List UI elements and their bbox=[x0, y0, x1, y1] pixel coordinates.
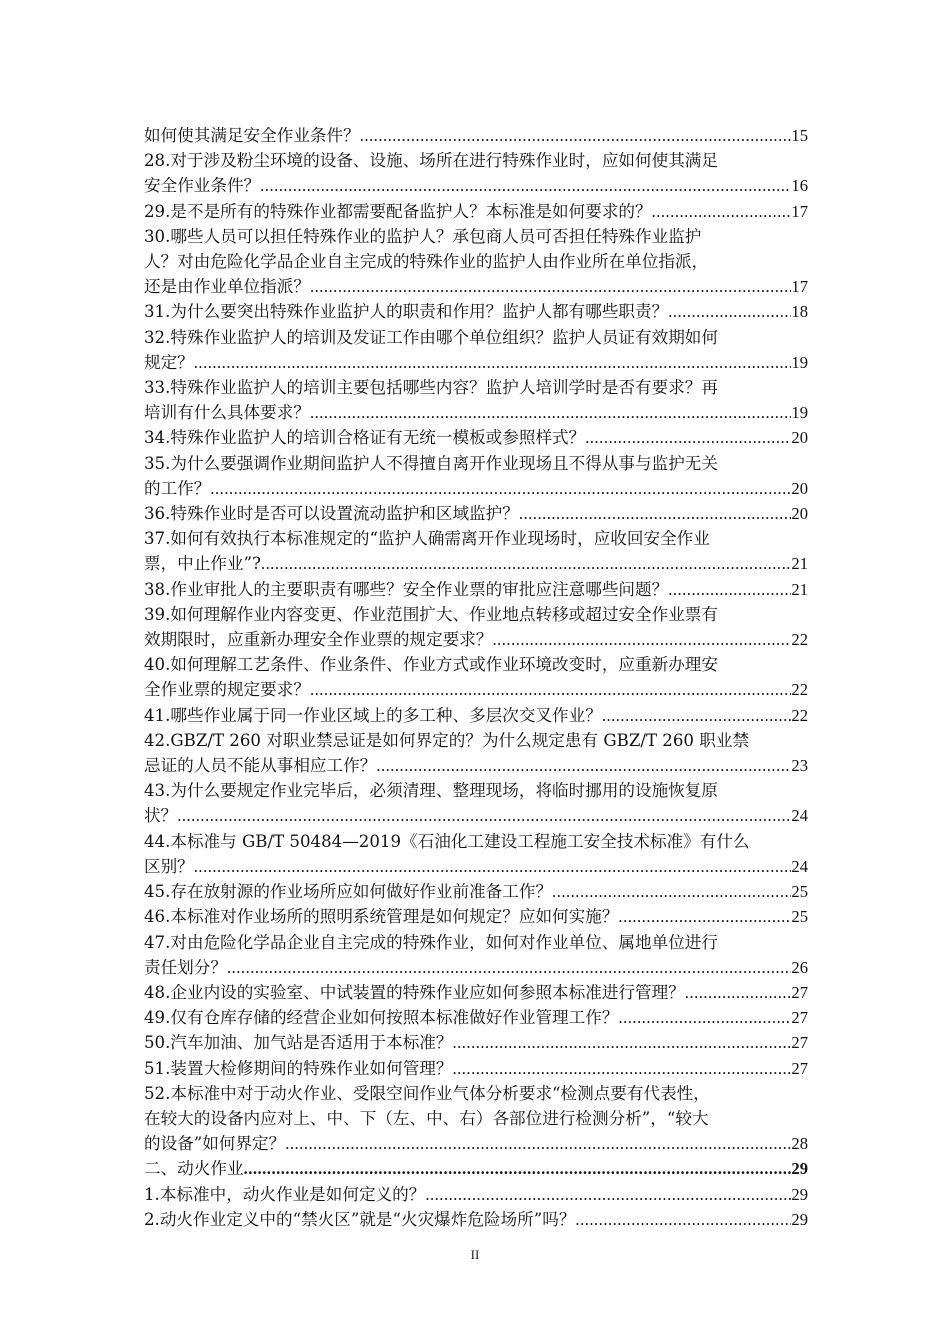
toc-entry-title: 31.为什么要突出特殊作业监护人的职责和作用？监护人都有哪些职责？ bbox=[144, 302, 669, 322]
toc-page-number: 20 bbox=[791, 504, 808, 524]
toc-entry-text-line: 33.特殊作业监护人的培训主要包括哪些内容？监护人培训学时是否有要求？再 bbox=[144, 378, 718, 398]
toc-page-number: 29 bbox=[791, 1209, 808, 1229]
toc-page-number: 28 bbox=[791, 1134, 808, 1154]
toc-entry[interactable] bbox=[144, 1182, 808, 1207]
toc-entry-last-line bbox=[144, 577, 808, 602]
toc-entry-title: 安全作业条件？ bbox=[144, 176, 261, 196]
toc-page-number: 22 bbox=[791, 680, 808, 700]
toc-entry[interactable] bbox=[144, 652, 808, 702]
toc-entry-text-line: 47.对由危险化学品企业自主完成的特殊作业，如何对作业单位、属地单位进行 bbox=[144, 932, 718, 952]
toc-leader-dots bbox=[602, 703, 792, 728]
toc-entry[interactable] bbox=[144, 501, 808, 526]
toc-entry-title: 状？ bbox=[144, 806, 178, 826]
toc-entry-last-line bbox=[144, 1030, 808, 1055]
toc-leader-dots bbox=[668, 577, 791, 602]
toc-entry-last-line bbox=[144, 1005, 808, 1030]
toc-entry-text-line: 43.为什么要规定作业完毕后，必须清理、整理现场，将临时挪用的设施恢复原 bbox=[144, 781, 718, 801]
toc-leader-dots bbox=[685, 980, 792, 1005]
toc-page-number: 27 bbox=[791, 1033, 808, 1053]
toc-leader-dots bbox=[585, 425, 791, 450]
toc-entry[interactable] bbox=[144, 299, 808, 324]
toc-entry[interactable] bbox=[144, 224, 808, 300]
toc-entry[interactable] bbox=[144, 904, 808, 929]
toc-entry-title: 二、动火作业 bbox=[144, 1159, 244, 1179]
toc-leader-dots bbox=[376, 753, 791, 778]
toc-entry-title: 46.本标准对作业场所的照明系统管理是如何规定？应如何实施？ bbox=[144, 907, 619, 927]
toc-entry[interactable] bbox=[144, 728, 808, 778]
toc-entry-title: 的设备”如何界定？ bbox=[144, 1134, 286, 1154]
toc-entry-last-line bbox=[144, 955, 808, 980]
toc-entry-text-line: 人？对由危险化学品企业自主完成的特殊作业的监护人由作业所在单位指派， bbox=[144, 252, 709, 272]
toc-leader-dots bbox=[227, 955, 791, 980]
toc-entry-last-line bbox=[144, 677, 808, 702]
toc-entry-last-line bbox=[144, 425, 808, 450]
toc-entry-last-line bbox=[144, 1056, 808, 1081]
toc-entry-last-line bbox=[144, 350, 808, 375]
toc-entry-title: 38.作业审批人的主要职责有哪些？安全作业票的审批应注意哪些问题？ bbox=[144, 579, 669, 599]
toc-page-number: 20 bbox=[791, 428, 808, 448]
toc-entry-last-line bbox=[144, 1207, 808, 1232]
toc-page-number: 21 bbox=[791, 554, 808, 574]
toc-page-number: 24 bbox=[791, 806, 808, 826]
toc-leader-dots bbox=[260, 173, 791, 198]
toc-entry-last-line bbox=[144, 753, 808, 778]
toc-leader-dots bbox=[244, 1156, 792, 1181]
toc-leader-dots bbox=[575, 1207, 791, 1232]
toc-entry[interactable] bbox=[144, 526, 808, 576]
toc-page-number: 26 bbox=[791, 957, 808, 977]
toc-entry[interactable] bbox=[144, 602, 808, 652]
toc-entry-title: 如何使其满足安全作业条件？ bbox=[144, 126, 360, 145]
toc-entry-title: 34.特殊作业监护人的培训合格证有无统一模板或参照样式？ bbox=[144, 428, 586, 448]
toc-entry-title: 票，中止作业”? bbox=[144, 554, 261, 574]
page-number: II bbox=[470, 1247, 480, 1262]
toc-entry-title: 48.企业内设的实验室、中试装置的特殊作业应如何参照本标准进行管理？ bbox=[144, 982, 685, 1002]
toc-entry-title: 2.动火作业定义中的“禁火区”就是“火灾爆炸危险场所”吗？ bbox=[144, 1209, 576, 1229]
toc-entry-title: 45.存在放射源的作业场所应如何做好作业前准备工作？ bbox=[144, 882, 553, 902]
toc-entry-last-line bbox=[144, 627, 808, 652]
toc-entry-text-line: 52.本标准中对于动火作业、受限空间作业气体分析要求“检测点要有代表性， bbox=[144, 1083, 710, 1103]
toc-entry[interactable] bbox=[144, 829, 808, 879]
toc-entry-title: 1.本标准中，动火作业是如何定义的？ bbox=[144, 1184, 426, 1204]
toc-page-number: 24 bbox=[791, 856, 808, 876]
toc-leader-dots bbox=[618, 904, 791, 929]
toc-entry-title: 36.特殊作业时是否可以设置流动监护和区域监护？ bbox=[144, 504, 519, 524]
toc-leader-dots bbox=[552, 879, 791, 904]
toc-entry-last-line bbox=[144, 274, 808, 299]
toc-page-number: 27 bbox=[791, 1058, 808, 1078]
toc-entry-text-line: 35.为什么要强调作业期间监护人不得擅自离开作业现场且不得从事与监护无关 bbox=[144, 453, 718, 473]
toc-page-number: 27 bbox=[791, 982, 808, 1002]
toc-leader-dots bbox=[519, 501, 792, 526]
toc-page-number: 27 bbox=[791, 1008, 808, 1028]
toc-entry[interactable] bbox=[144, 1005, 808, 1030]
toc-page-number: 29 bbox=[791, 1184, 808, 1204]
toc-entry-title: 的工作？ bbox=[144, 478, 211, 498]
toc-page-number: 25 bbox=[791, 882, 808, 902]
toc-entry[interactable] bbox=[144, 123, 808, 148]
toc-entry-last-line bbox=[144, 1182, 808, 1207]
toc-entry-last-line bbox=[144, 854, 808, 879]
toc-entry-title: 50.汽车加油、加气站是否适用于本标准？ bbox=[144, 1033, 453, 1053]
toc-page-number: 17 bbox=[791, 277, 808, 297]
toc-page-number: 29 bbox=[791, 1159, 808, 1179]
toc-page-number: 22 bbox=[791, 630, 808, 650]
toc-entry[interactable] bbox=[144, 199, 808, 224]
toc-entry-last-line bbox=[144, 199, 808, 224]
toc-entry-last-line bbox=[144, 299, 808, 324]
toc-entry-last-line bbox=[144, 980, 808, 1005]
toc-entry[interactable] bbox=[144, 577, 808, 602]
toc-entry-title: 全作业票的规定要求？ bbox=[144, 680, 310, 700]
toc-entry[interactable] bbox=[144, 879, 808, 904]
toc-entry-text-line: 42.GBZ/T 260 对职业禁忌证是如何界定的？为什么规定患有 GBZ/T 260 职业禁 bbox=[144, 730, 750, 750]
toc-page-number: 20 bbox=[791, 478, 808, 498]
toc-leader-dots bbox=[452, 1030, 791, 1055]
toc-page-number: 19 bbox=[791, 403, 808, 423]
toc-entry-last-line bbox=[144, 879, 808, 904]
toc-entry-text-line: 40.如何理解工艺条件、作业条件、作业方式或作业环境改变时，应重新办理安 bbox=[144, 655, 718, 675]
toc-leader-dots bbox=[194, 350, 792, 375]
toc-entry-title: 41.哪些作业属于同一作业区域上的多工种、多层次交叉作业？ bbox=[144, 705, 602, 725]
toc-leader-dots bbox=[492, 627, 791, 652]
toc-entry-text-line: 39.如何理解作业内容变更、作业范围扩大、作业地点转移或超过安全作业票有 bbox=[144, 604, 718, 624]
toc-leader-dots bbox=[425, 1182, 791, 1207]
toc-page-number: 19 bbox=[791, 352, 808, 372]
table-of-contents bbox=[144, 123, 808, 1232]
toc-entry[interactable] bbox=[144, 451, 808, 501]
toc-entry[interactable] bbox=[144, 1081, 808, 1157]
toc-entry-last-line bbox=[144, 551, 808, 576]
toc-leader-dots bbox=[618, 1005, 791, 1030]
toc-entry-text-line: 32.特殊作业监护人的培训及发证工作由哪个单位组织？监护人员证有效期如何 bbox=[144, 327, 718, 347]
toc-entry[interactable] bbox=[144, 148, 808, 198]
toc-entry-title: 忌证的人员不能从事相应工作？ bbox=[144, 756, 377, 776]
toc-entry-title: 区别？ bbox=[144, 856, 194, 876]
toc-entry[interactable] bbox=[144, 375, 808, 425]
toc-leader-dots bbox=[652, 199, 792, 224]
toc-leader-dots bbox=[310, 400, 791, 425]
toc-entry-last-line bbox=[144, 803, 808, 828]
toc-page-number: 16 bbox=[791, 176, 808, 196]
toc-entry-last-line bbox=[144, 173, 808, 198]
toc-page-number: 15 bbox=[791, 126, 808, 145]
toc-leader-dots bbox=[177, 803, 791, 828]
toc-leader-dots bbox=[668, 299, 791, 324]
toc-entry-last-line bbox=[144, 1131, 808, 1156]
toc-entry-last-line bbox=[144, 476, 808, 501]
toc-entry-text-line: 37.如何有效执行本标准规定的“监护人确需离开作业现场时，应收回安全作业 bbox=[144, 529, 710, 549]
toc-entry[interactable] bbox=[144, 325, 808, 375]
toc-page-number: 23 bbox=[791, 756, 808, 776]
toc-entry[interactable] bbox=[144, 1056, 808, 1081]
toc-entry[interactable] bbox=[144, 1030, 808, 1055]
toc-entry[interactable] bbox=[144, 930, 808, 980]
toc-leader-dots bbox=[285, 1131, 791, 1156]
toc-page-number: 18 bbox=[791, 302, 808, 322]
toc-entry-text-line: 30.哪些人员可以担任特殊作业的监护人？承包商人员可否担任特殊作业监护 bbox=[144, 226, 702, 246]
toc-entry-last-line bbox=[144, 501, 808, 526]
toc-entry-title: 49.仅有仓库存储的经营企业如何按照本标准做好作业管理工作？ bbox=[144, 1008, 619, 1028]
toc-leader-dots bbox=[360, 123, 792, 148]
toc-leader-dots bbox=[310, 677, 791, 702]
toc-entry-last-line bbox=[144, 123, 808, 148]
toc-entry-title: 培训有什么具体要求？ bbox=[144, 403, 310, 423]
toc-entry-last-line bbox=[144, 904, 808, 929]
toc-entry[interactable] bbox=[144, 1207, 808, 1232]
toc-leader-dots bbox=[210, 476, 791, 501]
toc-entry-title: 效期限时，应重新办理安全作业票的规定要求？ bbox=[144, 630, 493, 650]
toc-entry-text-line: 在较大的设备内应对上、中、下（左、中、右）各部位进行检测分析”，“较大 bbox=[144, 1108, 709, 1128]
toc-leader-dots bbox=[194, 854, 792, 879]
toc-entry-title: 29.是不是所有的特殊作业都需要配备监护人？本标准是如何要求的？ bbox=[144, 201, 652, 221]
toc-leader-dots bbox=[261, 551, 791, 576]
toc-entry-last-line bbox=[144, 703, 808, 728]
toc-entry-title: 还是由作业单位指派？ bbox=[144, 277, 310, 297]
toc-entry-text-line: 44.本标准与 GB/T 50484—2019《石油化工建设工程施工安全技术标准》有什么 bbox=[144, 831, 750, 851]
toc-entry[interactable] bbox=[144, 425, 808, 450]
toc-leader-dots bbox=[452, 1056, 791, 1081]
toc-entry-last-line bbox=[144, 400, 808, 425]
toc-entry-title: 规定？ bbox=[144, 352, 194, 372]
toc-page-number: 25 bbox=[791, 907, 808, 927]
toc-entry[interactable] bbox=[144, 778, 808, 828]
toc-entry[interactable] bbox=[144, 980, 808, 1005]
toc-leader-dots bbox=[310, 274, 791, 299]
toc-entry-title: 51.装置大检修期间的特殊作业如何管理？ bbox=[144, 1058, 453, 1078]
toc-section-heading[interactable] bbox=[144, 1156, 808, 1181]
toc-page-number: 21 bbox=[791, 579, 808, 599]
toc-entry-text-line: 28.对于涉及粉尘环境的设备、设施、场所在进行特殊作业时，应如何使其满足 bbox=[144, 151, 718, 171]
toc-entry[interactable] bbox=[144, 703, 808, 728]
toc-page-number: 22 bbox=[791, 705, 808, 725]
toc-page-number: 17 bbox=[791, 201, 808, 221]
toc-entry-title: 责任划分？ bbox=[144, 957, 227, 977]
toc-entry-last-line bbox=[144, 1156, 808, 1181]
